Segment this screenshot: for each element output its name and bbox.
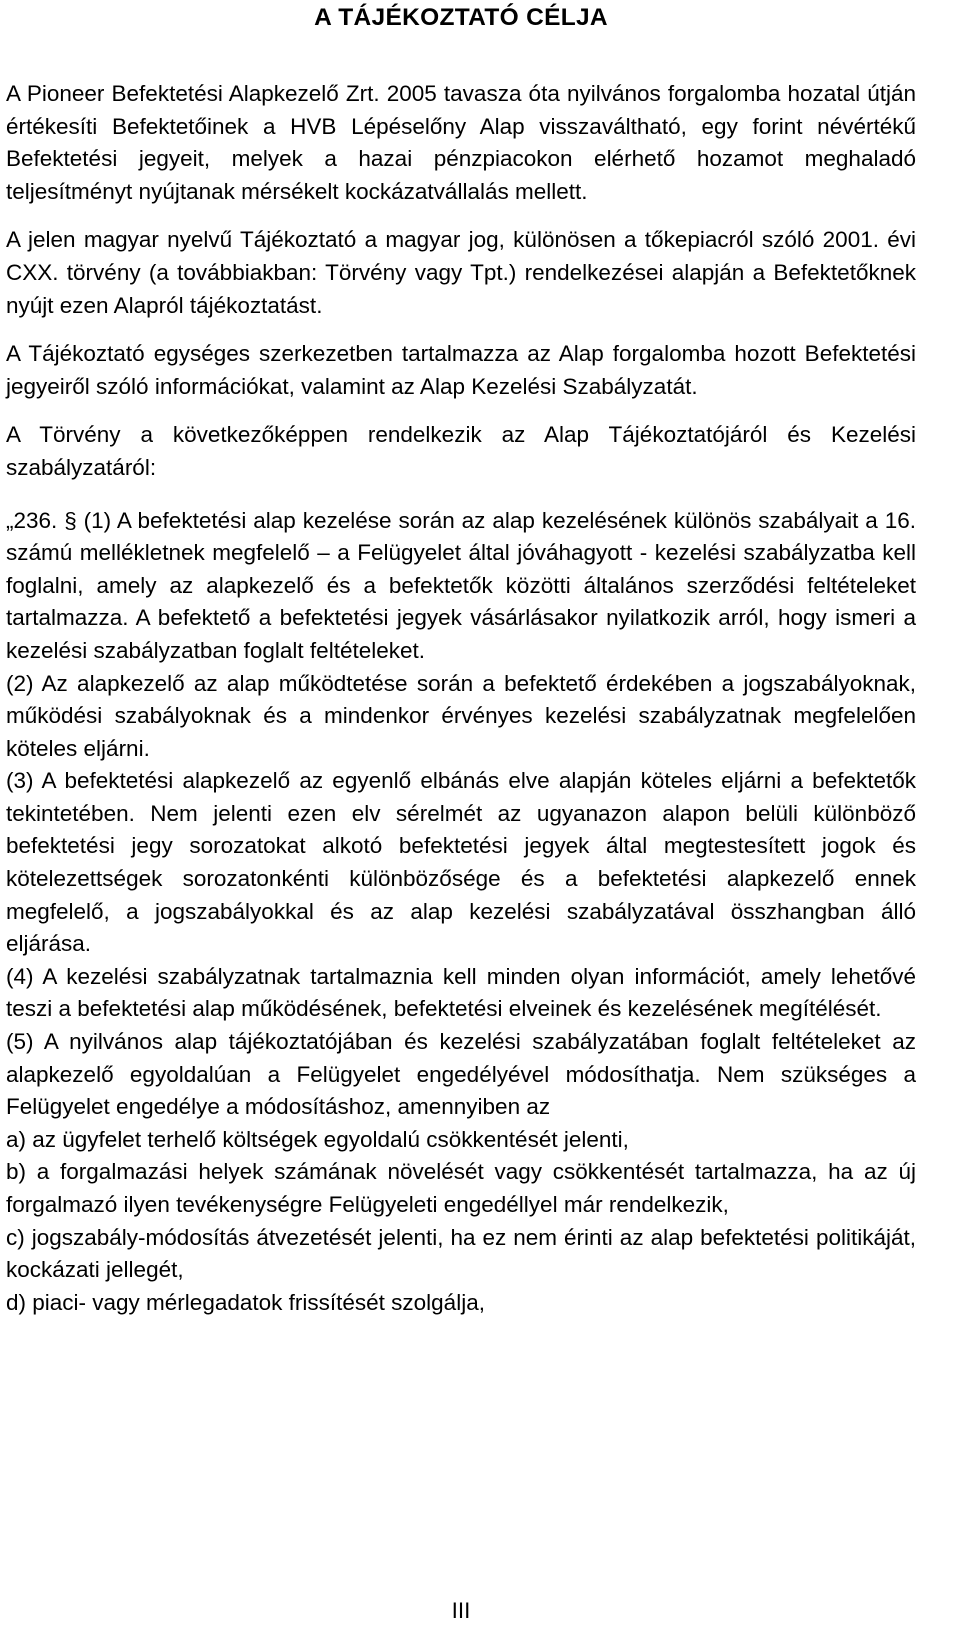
law-item-d: d) piaci- vagy mérlegadatok frissítését szolgálja, <box>6 1289 485 1315</box>
law-section-1: „236. § (1) A befektetési alap kezelése során az alap kezelésének különös szabályait a 16. számú mellékletnek megfelelő – a Felügyelet által jóváhagyott - kezelési szabályzatba kell foglalni, amely az alapkezelő és a befektetők közötti általános szerződési feltételeket tartalmazza. A befektető a befektetési jegyek vásárlásakor nyilatkozik arról, hogy ismeri a kezelési szabályzatban foglalt feltételeket. <box>6 507 916 663</box>
law-item-a: a) az ügyfelet terhelő költségek egyoldalú csökkentését jelenti, <box>6 1126 629 1152</box>
law-item-b: b) a forgalmazási helyek számának növelését vagy csökkentését tartalmazza, ha az új forgalmazó ilyen tevékenységre Felügyeleti engedéllyel már rendelkezik, <box>6 1159 916 1217</box>
law-section-4: (4) A kezelési szabályzatnak tartalmaznia kell minden olyan információt, amely lehetővé teszi a befektetési alap működésének, befektetési elveinek és kezelésének megítélését. <box>6 963 916 1022</box>
law-section-5: (5) A nyilvános alap tájékoztatójában és kezelési szabályzatában foglalt feltételeket az alapkezelő egyoldalúan a Felügyelet engedélyével módosíthatja. Nem szükséges a Felügyelet engedélye a módosításhoz, amennyiben az <box>6 1029 916 1120</box>
document-body <box>6 78 916 1319</box>
law-intro-paragraph: A Törvény a következőképpen rendelkezik az Alap Tájékoztatójáról és Kezelési szabályzatáról: <box>6 422 916 480</box>
page-number: III <box>451 1598 471 1623</box>
law-item-c: c) jogszabály-módosítás átvezetését jelenti, ha ez nem érinti az alap befektetési politikáját, kockázati jellegét, <box>6 1224 916 1283</box>
legal-basis-paragraph: A jelen magyar nyelvű Tájékoztató a magyar jog, különösen a tőkepiacról szóló 2001. évi CXX. törvény (a továbbiakban: Törvény vagy Tpt.) rendelkezései alapján a Befektetőknek nyújt ezen Alapról tájékoztatást. <box>6 227 916 318</box>
law-section-3: (3) A befektetési alapkezelő az egyenlő elbánás elve alapján köteles eljárni a befektetők tekintetében. Nem jelenti ezen elv sérelmét az ugyanazon alapon belüli különböző befektetési jegy sorozatokat alkotó befektetési jegyek által megtestesített jogok és kötelezettségek sorozatonkénti különbözősége és a befektetési alapkezelő ennek megfelelő, a jogszabályokkal és az alap kezelési szabályzatával összhangban álló eljárása. <box>6 768 916 957</box>
law-section-2: (2) Az alapkezelő az alap működtetése során a befektető érdekében a jogszabályoknak, működési szabályoknak és a mindenkor érvényes kezelési szabályzatnak megfelelően köteles eljárni. <box>6 670 916 761</box>
page-title: A TÁJÉKOZTATÓ CÉLJA <box>314 4 608 31</box>
content-paragraph: A Tájékoztató egységes szerkezetben tartalmazza az Alap forgalomba hozott Befektetési jegyeiről szóló információkat, valamint az Alap Kezelési Szabályzatát. <box>6 341 916 399</box>
intro-paragraph: A Pioneer Befektetési Alapkezelő Zrt. 2005 tavasza óta nyilvános forgalomba hozatal útján értékesíti Befektetőinek a HVB Lépéselőny Alap visszaváltható, egy forint névértékű Befektetési jegyeit, melyek a hazai pénzpiacokon elérhető hozamot meghaladó teljesítményt nyújtanak mérsékelt kockázatvállalás mellett. <box>6 81 916 204</box>
